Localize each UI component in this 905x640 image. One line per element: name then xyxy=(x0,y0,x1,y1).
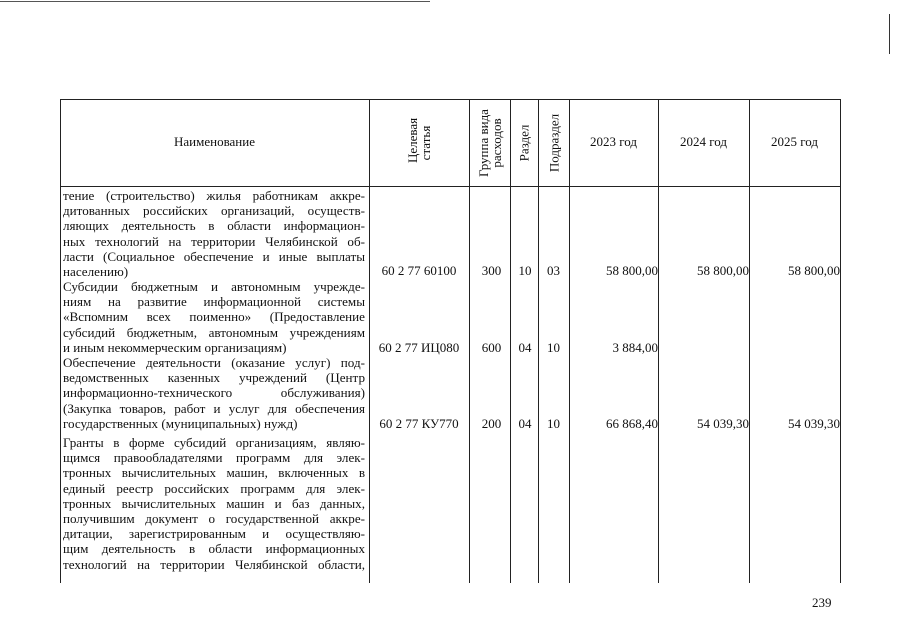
row-section: 04 xyxy=(518,416,532,431)
scan-edge-vertical xyxy=(889,14,890,54)
header-2023: 2023 год xyxy=(590,134,637,149)
row-value-2024: 58 800,00 xyxy=(697,263,749,278)
header-subsection: Подраздел xyxy=(546,113,562,173)
row-name: Гранты в форме субсидий организациям, являю- щимся правообладателями программ для элек- тронных вычислительных машин, включенных в единый реестр российских программ для элек- тронных вычислительных машин и баз данных, получившим документ о государственной аккре- дитации, зарегистрированным и осуществляю- щим деятельность в области информационных технологий на территории Челябинской области, xyxy=(63,435,365,572)
scan-edge-line xyxy=(0,1,430,2)
row-section: 10 xyxy=(518,263,532,278)
row-value-2025: 58 800,00 xyxy=(788,263,840,278)
row-target-article: 60 2 77 60100 xyxy=(381,263,457,278)
row-name: Обеспечение деятельности (оказание услуг) под- ведомственных казенных учреждений (Центр информационно-технического обслуживания) (Закупка товаров, работ и услуг для обеспечения государственных (муниципальных) нужд) xyxy=(63,355,365,431)
row-subsection: 10 xyxy=(547,416,560,431)
header-target-article: Целевая статья xyxy=(405,117,433,163)
header-section: Раздел xyxy=(516,124,532,162)
row-name: Субсидии бюджетным и автономным учрежде- ниям на развитие информационной системы «Вспомним всех поименно» (Предоставление субсидий бюджетным, автономным учреждениям и иным некоммерческим организациям) xyxy=(63,279,365,355)
row-subsection: 10 xyxy=(547,340,560,355)
row-section: 04 xyxy=(518,340,532,355)
row-expense-group: 200 xyxy=(481,416,502,431)
row-expense-group: 300 xyxy=(481,263,502,278)
row-value-2024: 54 039,30 xyxy=(697,416,749,431)
header-expense-group: Группа вида расходов xyxy=(476,109,504,177)
row-value-2023: 58 800,00 xyxy=(606,263,658,278)
page-number: 239 xyxy=(812,595,832,610)
row-name: тение (строительство) жилья работникам аккре- дитованных российских организаций, осуществ- ляющих деятельность в области информацион- ных технологий на территории Челябинской об- ласти (Социальное обеспечение и иные выплаты населению) xyxy=(63,188,365,280)
row-target-article: 60 2 77 ИЦ080 xyxy=(378,340,460,355)
header-name: Наименование xyxy=(174,134,255,149)
header-2025: 2025 год xyxy=(771,134,818,149)
row-value-2023: 66 868,40 xyxy=(606,416,658,431)
budget-table xyxy=(60,99,841,583)
row-target-article: 60 2 77 КУ770 xyxy=(379,416,459,431)
row-subsection: 03 xyxy=(547,263,560,278)
row-value-2025: 54 039,30 xyxy=(788,416,840,431)
row-expense-group: 600 xyxy=(481,340,502,355)
header-2024: 2024 год xyxy=(680,134,727,149)
row-value-2023: 3 884,00 xyxy=(612,340,658,355)
